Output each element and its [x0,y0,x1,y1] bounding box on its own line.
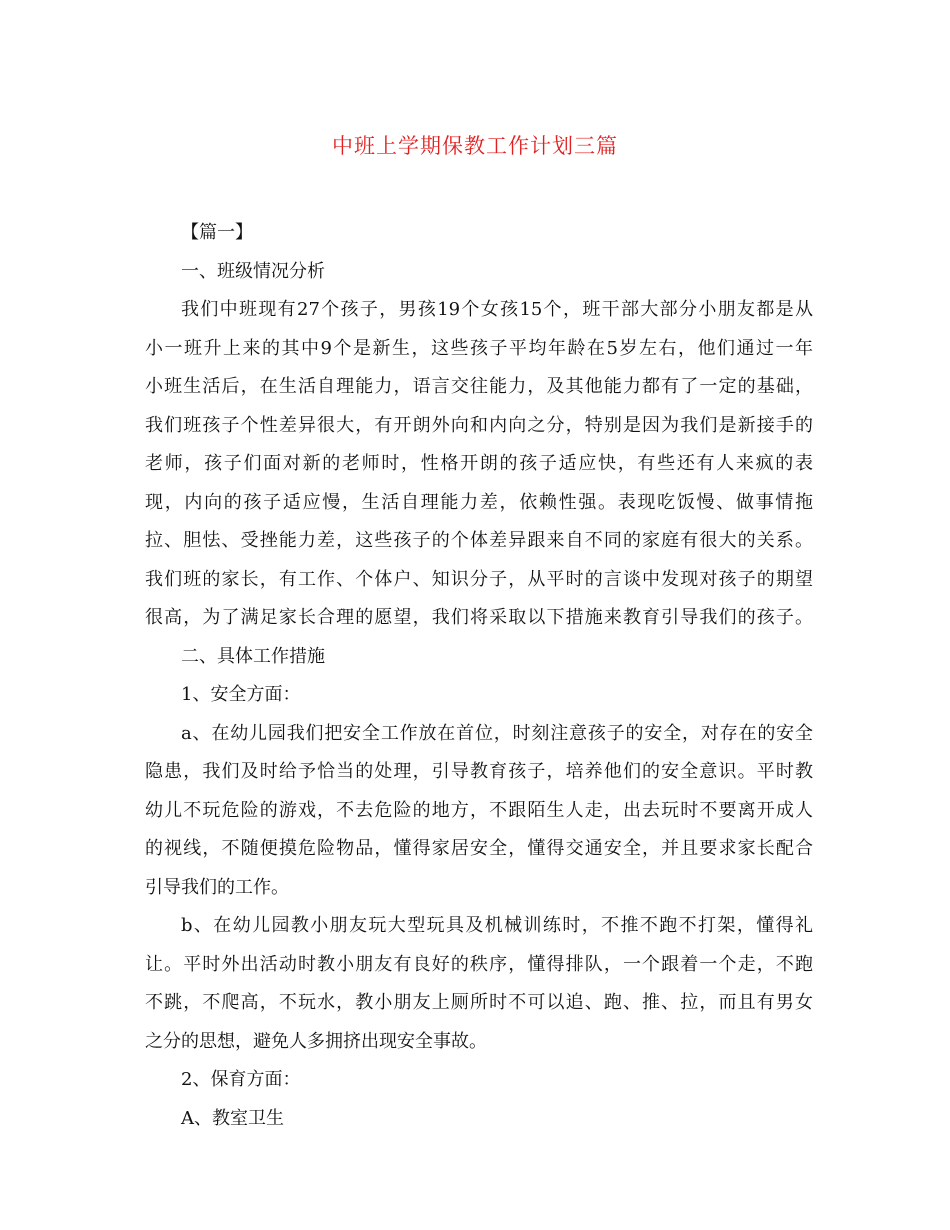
text-line: 很高，为了满足家长合理的愿望，我们将采取以下措施来教育引导我们的孩子。 [145,607,813,628]
text-line: a、在幼儿园我们把安全工作放在首位，时刻注意孩子的安全，对存在的安全 [181,722,813,744]
subheading-safety: 1、安全方面： [181,684,301,705]
text-line: 我们中班现有27个孩子，男孩19个女孩15个，班干部大部分小朋友都是从 [181,299,813,320]
text-line: 幼儿不玩危险的游戏，不去危险的地方，不跟陌生人走，出去玩时不要离开成人 [145,799,813,821]
paragraph-safety-a [145,715,813,908]
heading-class-analysis: 一、班级情况分析 [181,260,325,282]
text-line: 小班生活后，在生活自理能力，语言交往能力，及其他能力都有了一定的基础， [145,376,813,397]
text-line: 小一班升上来的其中9个是新生，这些孩子平均年龄在5岁左右，他们通过一年 [145,337,813,359]
subheading-care: 2、保育方面： [181,1069,301,1090]
text-line: 我们班的家长，有工作、个体户、知识分子，从平时的言谈中发现对孩子的期望 [145,568,813,590]
text-line: b、在幼儿园教小朋友玩大型玩具及机械训练时，不推不跑不打架，懂得礼 [181,915,813,936]
subheading-classroom-hygiene: A、教室卫生 [181,1107,284,1129]
paragraph-safety-b [145,907,813,1061]
text-line: 现，内向的孩子适应慢，生活自理能力差，依赖性强。表现吃饭慢、做事情拖 [145,491,813,513]
text-line: 的视线，不随便摸危险物品，懂得家居安全，懂得交通安全，并且要求家长配合 [145,838,813,859]
heading-work-measures: 二、具体工作措施 [181,645,325,667]
section-heading: 【篇一】 [181,222,253,243]
text-line: 引导我们的工作。 [145,876,289,898]
document-title: 中班上学期保教工作计划三篇 [332,134,618,158]
text-line: 让。平时外出活动时教小朋友有良好的秩序，懂得排队，一个跟着一个走，不跑 [145,953,813,975]
text-line: 之分的思想，避免人多拥挤出现安全事故。 [145,1030,487,1052]
paragraph-class-analysis [145,291,813,638]
text-line: 我们班孩子个性差异很大，有开朗外向和内向之分，特别是因为我们是新接手的 [145,414,813,436]
text-line: 老师，孩子们面对新的老师时，性格开朗的孩子适应快，有些还有人来疯的表 [145,453,813,474]
document-body [145,214,813,1138]
text-line: 隐患，我们及时给予恰当的处理，引导教育孩子，培养他们的安全意识。平时教 [145,761,813,782]
text-line: 拉、胆怯、受挫能力差，这些孩子的个体差异跟来自不同的家庭有很大的关系。 [145,530,813,551]
text-line: 不跳，不爬高，不玩水，教小朋友上厕所时不可以追、跑、推、拉，而且有男女 [145,992,813,1013]
